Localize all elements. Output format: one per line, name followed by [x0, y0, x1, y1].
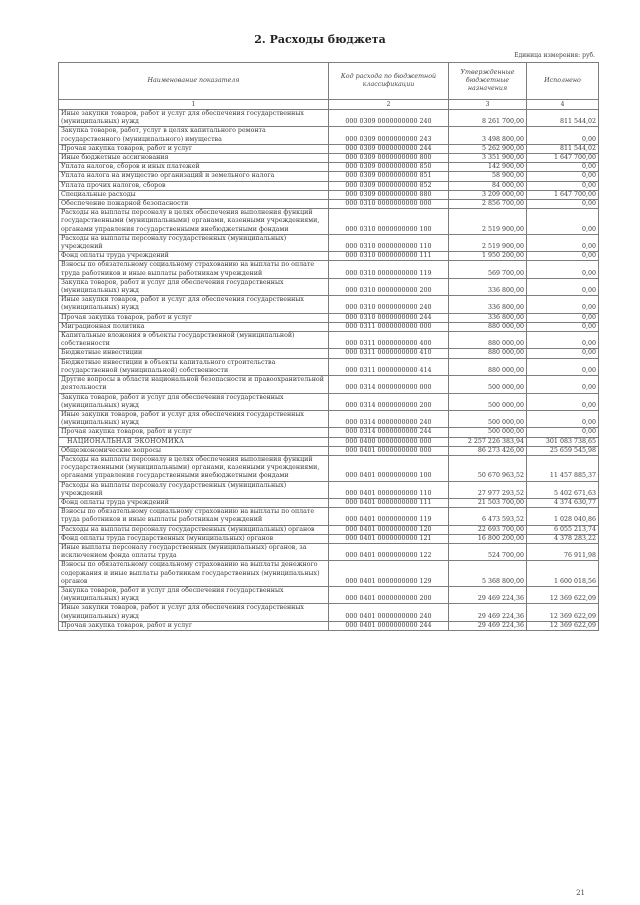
row-approved: 569 700,00 — [449, 261, 527, 278]
row-name: Капитальные вложения в объекты государственной (муниципальной) собственности — [59, 332, 329, 349]
row-approved: 3 498 800,00 — [449, 127, 527, 144]
row-approved: 3 209 000,00 — [449, 190, 527, 199]
row-approved: 336 800,00 — [449, 278, 527, 295]
row-name: Расходы на выплаты персоналу государственных (муниципальных) учреждений — [59, 481, 329, 498]
table-row — [59, 154, 599, 163]
row-name: Прочая закупка товаров, работ и услуг — [59, 621, 329, 630]
row-code: 000 0401 0000000000 119 — [329, 508, 449, 525]
table-row — [59, 393, 599, 410]
row-code: 000 0401 0000000000 000 — [329, 446, 449, 455]
row-code: 000 0401 0000000000 240 — [329, 604, 449, 621]
header-code: Код расхода по бюджетной классификации — [329, 63, 449, 100]
table-row — [59, 181, 599, 190]
row-name: Иные закупки товаров, работ и услуг для обеспечения государственных (муниципальных) нужд — [59, 296, 329, 313]
row-executed: 4 374 630,77 — [527, 498, 599, 507]
table-row — [59, 437, 599, 446]
row-code: 000 0314 0000000000 000 — [329, 376, 449, 393]
header-executed: Исполнено — [527, 63, 599, 100]
row-name: Иные закупки товаров, работ и услуг для обеспечения государственных (муниципальных) нужд — [59, 604, 329, 621]
row-name: Закупка товаров, работ, услуг в целях капитального ремонта государственного (муниципального) имущества — [59, 127, 329, 144]
row-executed: 0,00 — [527, 209, 599, 235]
row-name: Прочая закупка товаров, работ и услуг — [59, 144, 329, 153]
row-executed: 6 055 213,74 — [527, 525, 599, 534]
column-number: 1 — [59, 100, 329, 110]
row-approved: 5 368 800,00 — [449, 561, 527, 587]
row-approved: 22 693 700,00 — [449, 525, 527, 534]
table-row — [59, 428, 599, 437]
row-approved: 880 000,00 — [449, 358, 527, 375]
row-name: Фонд оплаты труда учреждений — [59, 498, 329, 507]
row-executed: 0,00 — [527, 252, 599, 261]
row-approved: 29 469 224,36 — [449, 586, 527, 603]
row-code: 000 0310 0000000000 100 — [329, 209, 449, 235]
row-approved: 880 000,00 — [449, 349, 527, 358]
row-approved: 500 000,00 — [449, 428, 527, 437]
row-executed: 301 083 738,65 — [527, 437, 599, 446]
row-name: Расходы на выплаты персоналу в целях обеспечения выполнения функций государственными (муниципальными) органами, казенными учреждениями, органами управления государственными внебюджетными фондами — [59, 209, 329, 235]
table-row — [59, 172, 599, 181]
row-code: 000 0311 0000000000 400 — [329, 332, 449, 349]
row-name: Взносы по обязательному социальному страхованию на выплаты по оплате труда работников и иные выплаты работникам учреждений — [59, 261, 329, 278]
row-code: 000 0310 0000000000 111 — [329, 252, 449, 261]
row-name: Расходы на выплаты персоналу государственных (муниципальных) учреждений — [59, 234, 329, 251]
row-name: Уплата налога на имущество организаций и земельного налога — [59, 172, 329, 181]
row-approved: 142 900,00 — [449, 163, 527, 172]
row-code: 000 0309 0000000000 244 — [329, 144, 449, 153]
row-executed: 811 544,02 — [527, 110, 599, 127]
row-executed: 0,00 — [527, 410, 599, 427]
row-code: 000 0310 0000000000 000 — [329, 200, 449, 209]
page-title: 2. Расходы бюджета — [254, 33, 386, 46]
table-row — [59, 296, 599, 313]
row-executed: 5 402 671,63 — [527, 481, 599, 498]
table-row — [59, 332, 599, 349]
row-name: Закупка товаров, работ и услуг для обеспечения государственных (муниципальных) нужд — [59, 393, 329, 410]
table-row — [59, 200, 599, 209]
row-code: 000 0401 0000000000 122 — [329, 543, 449, 560]
row-approved: 336 800,00 — [449, 313, 527, 322]
row-code: 000 0401 0000000000 100 — [329, 455, 449, 481]
table-row — [59, 209, 599, 235]
header-name: Наименование показателя — [59, 63, 329, 100]
row-code: 000 0314 0000000000 240 — [329, 410, 449, 427]
table-row — [59, 278, 599, 295]
row-approved: 2 519 900,00 — [449, 209, 527, 235]
row-approved: 3 351 900,00 — [449, 154, 527, 163]
row-approved: 880 000,00 — [449, 322, 527, 331]
row-executed: 0,00 — [527, 313, 599, 322]
table-body — [59, 100, 599, 631]
row-approved: 21 503 700,00 — [449, 498, 527, 507]
row-approved: 29 469 224,36 — [449, 604, 527, 621]
row-name: Уплата прочих налогов, сборов — [59, 181, 329, 190]
table-row — [59, 144, 599, 153]
table-row — [59, 561, 599, 587]
row-code: 000 0400 0000000000 000 — [329, 437, 449, 446]
table-row — [59, 252, 599, 261]
column-numbers-row — [59, 100, 599, 110]
table-row — [59, 543, 599, 560]
row-code: 000 0309 0000000000 852 — [329, 181, 449, 190]
table-row — [59, 163, 599, 172]
row-name: Фонд оплаты труда государственных (муниципальных) органов — [59, 534, 329, 543]
column-number: 4 — [527, 100, 599, 110]
table-row — [59, 410, 599, 427]
table-row — [59, 525, 599, 534]
row-executed: 0,00 — [527, 261, 599, 278]
row-executed: 811 544,02 — [527, 144, 599, 153]
row-code: 000 0309 0000000000 243 — [329, 127, 449, 144]
table-row — [59, 261, 599, 278]
row-code: 000 0401 0000000000 110 — [329, 481, 449, 498]
row-name: Иные закупки товаров, работ и услуг для обеспечения государственных (муниципальных) нужд — [59, 110, 329, 127]
row-code: 000 0311 0000000000 410 — [329, 349, 449, 358]
row-approved: 27 977 293,52 — [449, 481, 527, 498]
row-code: 000 0310 0000000000 119 — [329, 261, 449, 278]
table-row — [59, 498, 599, 507]
row-executed: 0,00 — [527, 358, 599, 375]
table-row — [59, 110, 599, 127]
row-executed: 1 028 040,86 — [527, 508, 599, 525]
row-name: Миграционная политика — [59, 322, 329, 331]
row-executed: 0,00 — [527, 322, 599, 331]
row-approved: 880 000,00 — [449, 332, 527, 349]
table-row — [59, 376, 599, 393]
row-executed: 0,00 — [527, 296, 599, 313]
row-name: Закупка товаров, работ и услуг для обеспечения государственных (муниципальных) нужд — [59, 278, 329, 295]
table-row — [59, 604, 599, 621]
row-name: Иные выплаты персоналу государственных (муниципальных) органов, за исключением фонда оплаты труда — [59, 543, 329, 560]
row-code: 000 0309 0000000000 800 — [329, 154, 449, 163]
row-code: 000 0310 0000000000 200 — [329, 278, 449, 295]
row-code: 000 0401 0000000000 129 — [329, 561, 449, 587]
table-row — [59, 446, 599, 455]
row-executed: 0,00 — [527, 200, 599, 209]
table-row — [59, 190, 599, 199]
row-approved: 2 519 900,00 — [449, 234, 527, 251]
table-row — [59, 534, 599, 543]
row-code: 000 0314 0000000000 200 — [329, 393, 449, 410]
row-approved: 8 261 700,00 — [449, 110, 527, 127]
row-executed: 1 647 700,00 — [527, 154, 599, 163]
row-approved: 336 800,00 — [449, 296, 527, 313]
row-name: Другие вопросы в области национальной безопасности и правоохранительной деятельности — [59, 376, 329, 393]
row-code: 000 0401 0000000000 121 — [329, 534, 449, 543]
column-number: 3 — [449, 100, 527, 110]
row-executed: 0,00 — [527, 332, 599, 349]
row-code: 000 0314 0000000000 244 — [329, 428, 449, 437]
row-code: 000 0309 0000000000 851 — [329, 172, 449, 181]
row-name: Взносы по обязательному социальному страхованию на выплаты по оплате труда работников и иные выплаты работникам учреждений — [59, 508, 329, 525]
units-note: Единица измерения: руб. — [514, 52, 595, 59]
row-name: Бюджетные инвестиции в объекты капитального строительства государственной (муниципальной) собственности — [59, 358, 329, 375]
row-name: НАЦИОНАЛЬНАЯ ЭКОНОМИКА — [59, 437, 329, 446]
row-executed: 0,00 — [527, 428, 599, 437]
budget-expenses-table — [58, 62, 599, 631]
row-name: Специальные расходы — [59, 190, 329, 199]
row-name: Расходы на выплаты персоналу в целях обеспечения выполнения функций государственными (муниципальными) органами, казенными учреждениями, органами управления государственными внебюджетными фондами — [59, 455, 329, 481]
table-header-row — [59, 63, 599, 100]
table-row — [59, 455, 599, 481]
row-executed: 12 369 622,09 — [527, 604, 599, 621]
row-name: Прочая закупка товаров, работ и услуг — [59, 313, 329, 322]
table-row — [59, 586, 599, 603]
row-name: Бюджетные инвестиции — [59, 349, 329, 358]
page-number: 21 — [576, 889, 585, 897]
row-approved: 86 273 426,00 — [449, 446, 527, 455]
row-executed: 25 659 545,98 — [527, 446, 599, 455]
row-executed: 12 369 622,09 — [527, 621, 599, 630]
row-approved: 29 469 224,36 — [449, 621, 527, 630]
row-executed: 0,00 — [527, 278, 599, 295]
row-name: Фонд оплаты труда учреждений — [59, 252, 329, 261]
row-code: 000 0309 0000000000 880 — [329, 190, 449, 199]
row-approved: 524 700,00 — [449, 543, 527, 560]
row-executed: 0,00 — [527, 393, 599, 410]
row-approved: 5 262 900,00 — [449, 144, 527, 153]
table-row — [59, 234, 599, 251]
row-code: 000 0310 0000000000 244 — [329, 313, 449, 322]
table-row — [59, 127, 599, 144]
row-executed: 76 911,98 — [527, 543, 599, 560]
row-executed: 0,00 — [527, 163, 599, 172]
row-name: Уплата налогов, сборов и иных платежей — [59, 163, 329, 172]
table-row — [59, 508, 599, 525]
row-code: 000 0309 0000000000 850 — [329, 163, 449, 172]
row-name: Закупка товаров, работ и услуг для обеспечения государственных (муниципальных) нужд — [59, 586, 329, 603]
header-approved: Утвержденные бюджетные назначения — [449, 63, 527, 100]
row-code: 000 0401 0000000000 120 — [329, 525, 449, 534]
row-approved: 500 000,00 — [449, 393, 527, 410]
row-approved: 6 473 593,52 — [449, 508, 527, 525]
row-approved: 500 000,00 — [449, 410, 527, 427]
column-number: 2 — [329, 100, 449, 110]
row-approved: 2 257 226 383,94 — [449, 437, 527, 446]
row-name: Иные закупки товаров, работ и услуг для обеспечения государственных (муниципальных) нужд — [59, 410, 329, 427]
row-code: 000 0309 0000000000 240 — [329, 110, 449, 127]
table-row — [59, 481, 599, 498]
row-code: 000 0310 0000000000 110 — [329, 234, 449, 251]
row-approved: 84 000,00 — [449, 181, 527, 190]
row-code: 000 0401 0000000000 244 — [329, 621, 449, 630]
row-code: 000 0401 0000000000 200 — [329, 586, 449, 603]
row-approved: 1 950 200,00 — [449, 252, 527, 261]
row-name: Обеспечение пожарной безопасности — [59, 200, 329, 209]
row-code: 000 0310 0000000000 240 — [329, 296, 449, 313]
row-name: Иные бюджетные ассигнования — [59, 154, 329, 163]
table-row — [59, 313, 599, 322]
table-row — [59, 349, 599, 358]
row-executed: 0,00 — [527, 172, 599, 181]
row-executed: 11 457 885,37 — [527, 455, 599, 481]
row-executed: 1 600 018,56 — [527, 561, 599, 587]
row-name: Расходы на выплаты персоналу государственных (муниципальных) органов — [59, 525, 329, 534]
row-executed: 0,00 — [527, 234, 599, 251]
row-code: 000 0311 0000000000 000 — [329, 322, 449, 331]
row-approved: 500 000,00 — [449, 376, 527, 393]
table-row — [59, 621, 599, 630]
row-executed: 0,00 — [527, 181, 599, 190]
table-row — [59, 322, 599, 331]
row-approved: 58 900,00 — [449, 172, 527, 181]
row-executed: 12 369 622,09 — [527, 586, 599, 603]
row-approved: 16 800 200,00 — [449, 534, 527, 543]
row-code: 000 0401 0000000000 111 — [329, 498, 449, 507]
table-row — [59, 358, 599, 375]
row-approved: 50 670 963,52 — [449, 455, 527, 481]
row-executed: 0,00 — [527, 349, 599, 358]
row-executed: 0,00 — [527, 376, 599, 393]
row-name: Взносы по обязательному социальному страхованию на выплаты денежного содержания и иные выплаты работникам государственных (муниципальных) органов — [59, 561, 329, 587]
row-name: Прочая закупка товаров, работ и услуг — [59, 428, 329, 437]
row-name: Общеэкономические вопросы — [59, 446, 329, 455]
row-code: 000 0311 0000000000 414 — [329, 358, 449, 375]
row-executed: 4 378 283,22 — [527, 534, 599, 543]
row-approved: 2 856 700,00 — [449, 200, 527, 209]
row-executed: 0,00 — [527, 127, 599, 144]
row-executed: 1 647 700,00 — [527, 190, 599, 199]
